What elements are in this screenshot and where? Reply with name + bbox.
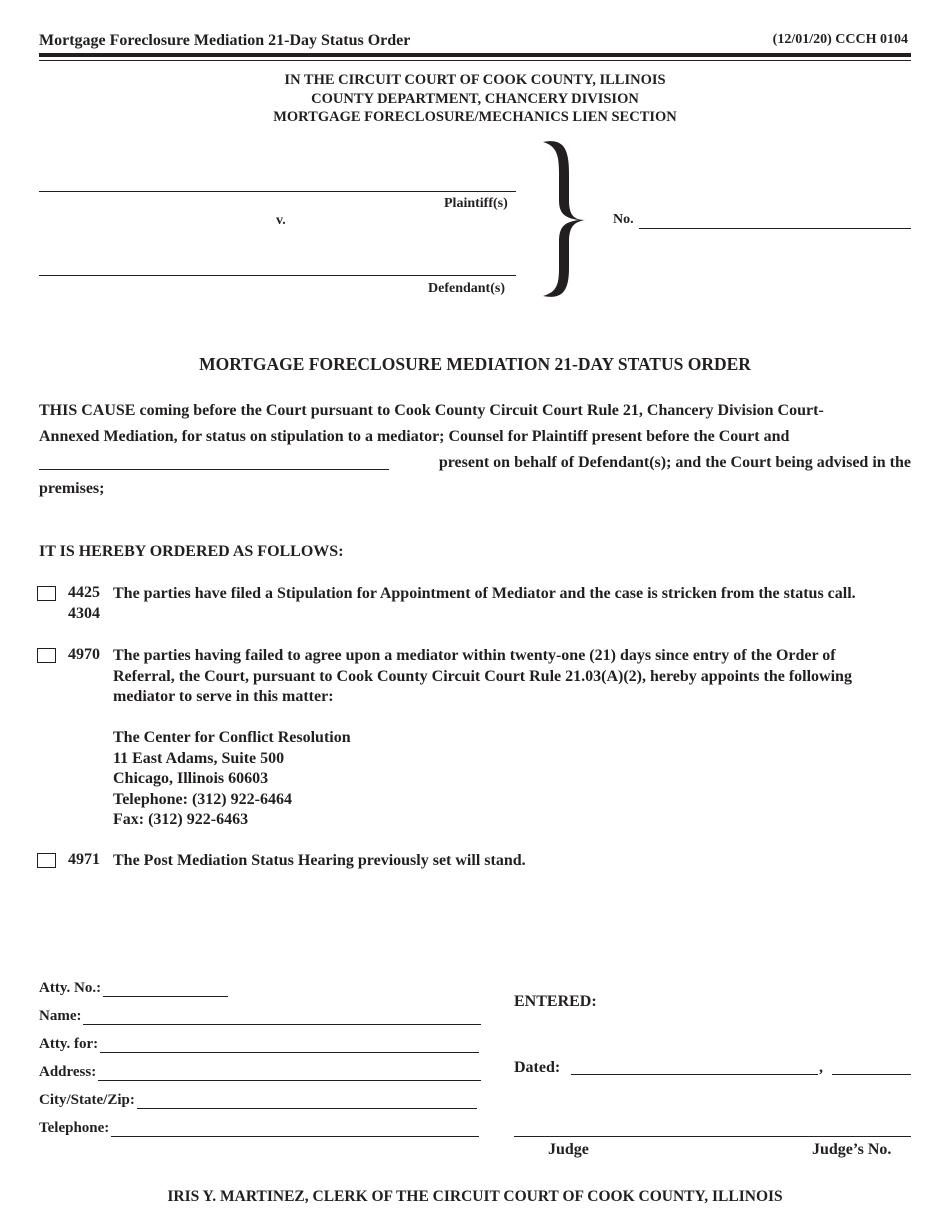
address-label: Address:: [39, 1064, 97, 1080]
dated-year-field[interactable]: [832, 1074, 911, 1075]
dated-field[interactable]: [571, 1074, 818, 1075]
atty-for-label: Atty. for:: [39, 1036, 99, 1052]
atty-for-field[interactable]: [100, 1038, 479, 1053]
dated-label: Dated:: [514, 1059, 561, 1076]
mediator-fax: Fax: (312) 922-6463: [113, 811, 249, 828]
item-4970-checkbox[interactable]: [37, 648, 56, 663]
judge-label: Judge: [548, 1141, 589, 1158]
mediator-address: [113, 728, 351, 831]
atty-no-label: Atty. No.:: [39, 980, 102, 996]
intro-line-3: present on behalf of Defendant(s); and the Court being advised in the: [438, 454, 911, 471]
item-text-line-2: Referral, the Court, pursuant to Cook County Circuit Court Rule 21.03(A)(2), hereby appoints the following: [113, 667, 852, 685]
item-4425-checkbox[interactable]: [37, 586, 56, 601]
court-line-1: IN THE CIRCUIT COURT OF COOK COUNTY, ILLINOIS: [284, 72, 666, 88]
atty-for-row: [39, 1036, 479, 1053]
item-text: The Post Mediation Status Hearing previously set will stand.: [113, 852, 526, 869]
entered-label: ENTERED:: [514, 993, 597, 1010]
city-state-zip-field[interactable]: [137, 1094, 477, 1109]
defendant-label: Defendant(s): [428, 281, 505, 296]
defendant-counsel-field[interactable]: [39, 469, 389, 470]
court-line-2: COUNTY DEPARTMENT, CHANCERY DIVISION: [311, 90, 639, 107]
form-code: (12/01/20) CCCH 0104: [772, 32, 908, 47]
address-field[interactable]: [98, 1066, 481, 1081]
telephone-row: [39, 1120, 479, 1137]
mediator-telephone: Telephone: (312) 922-6464: [113, 790, 292, 808]
judges-no-label: Judge’s No.: [812, 1141, 892, 1158]
case-number-field[interactable]: [639, 228, 911, 229]
plaintiff-name-field[interactable]: [39, 191, 516, 192]
mediator-city: Chicago, Illinois 60603: [113, 770, 269, 787]
mediator-street: 11 East Adams, Suite 500: [113, 749, 285, 767]
order-title: MORTGAGE FORECLOSURE MEDIATION 21-DAY STATUS ORDER: [199, 354, 751, 374]
defendant-name-field[interactable]: [39, 275, 516, 276]
caption-brace: [535, 118, 595, 318]
city-state-zip-label: City/State/Zip:: [39, 1092, 135, 1108]
telephone-label: Telephone:: [39, 1120, 110, 1136]
item-text: The parties have filed a Stipulation for Appointment of Mediator and the case is stricken from the status call.: [113, 585, 856, 602]
city-state-zip-row: [39, 1092, 477, 1109]
item-code: 4971: [68, 851, 100, 868]
judge-signature-line[interactable]: [514, 1136, 911, 1137]
item-code: 4970: [68, 646, 100, 663]
intro-line-1: THIS CAUSE coming before the Court pursuant to Cook County Circuit Court Rule 21, Chancery Division Court-: [39, 402, 824, 419]
case-number-label: No.: [613, 212, 634, 227]
telephone-field[interactable]: [111, 1122, 479, 1137]
ordered-heading: IT IS HEREBY ORDERED AS FOLLOWS:: [39, 543, 344, 560]
form-header-title: Mortgage Foreclosure Mediation 21-Day Status Order: [39, 32, 411, 49]
intro-line-4: premises;: [39, 480, 105, 497]
intro-line-2: Annexed Mediation, for status on stipulation to a mediator; Counsel for Plaintiff present before the Court and: [39, 428, 790, 445]
name-field[interactable]: [83, 1010, 481, 1025]
plaintiff-label: Plaintiff(s): [444, 196, 508, 211]
name-label: Name:: [39, 1008, 82, 1024]
clerk-footer: IRIS Y. MARTINEZ, CLERK OF THE CIRCUIT COURT OF COOK COUNTY, ILLINOIS: [167, 1188, 783, 1205]
court-line-3: MORTGAGE FORECLOSURE/MECHANICS LIEN SECTION: [273, 109, 677, 125]
dated-comma: ,: [819, 1059, 823, 1076]
atty-no-row: [39, 980, 228, 997]
versus-label: v.: [276, 213, 286, 228]
name-row: [39, 1008, 481, 1025]
item-4971-checkbox[interactable]: [37, 853, 56, 868]
item-code-secondary: 4304: [68, 605, 100, 622]
header-rule-thin: [39, 60, 911, 61]
mediator-name: The Center for Conflict Resolution: [113, 729, 351, 746]
address-row: [39, 1064, 481, 1081]
item-text-line-1: The parties having failed to agree upon a mediator within twenty-one (21) days since entry of the Order of: [113, 647, 836, 664]
atty-no-field[interactable]: [103, 982, 228, 997]
item-code: 4425: [68, 584, 100, 601]
header-rule-thick: [39, 53, 911, 57]
item-text-line-3: mediator to serve in this matter:: [113, 688, 334, 705]
